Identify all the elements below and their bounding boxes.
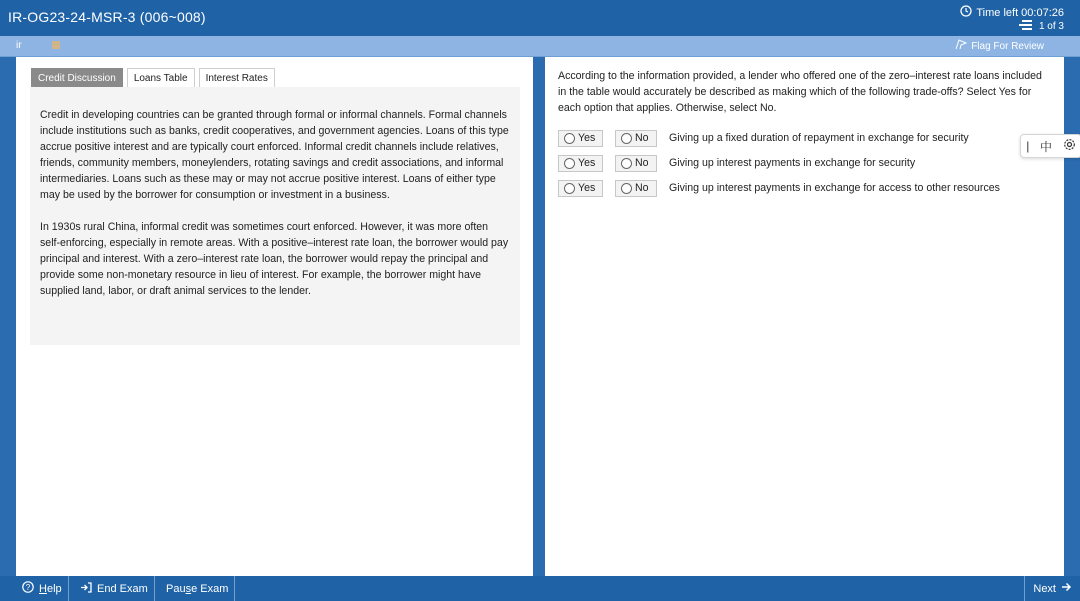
answer-row <box>558 178 1000 198</box>
timer-label: Time left 00:07:26 <box>976 6 1064 19</box>
question-list-icon[interactable] <box>1019 20 1033 33</box>
end-exam-button[interactable] <box>74 576 155 601</box>
passage-paragraph-2: In 1930s rural China, informal credit was sometimes court enforced. However, it was more often self-enforcing, especially in remote areas. With a positive–interest rate loan, the borrower would pay principal and interest. With a zero–interest rate loan, the borrower would repay the principal and provide some non-monetary resource in lieu of interest. For example, the borrower might have supplied land, labor, or draft animal services to the lender. <box>40 221 509 297</box>
next-button[interactable] <box>1024 576 1080 601</box>
sub-toolbar <box>0 36 1080 57</box>
pause-exam-label: Pause Exam <box>166 582 229 595</box>
question-pane <box>545 57 1064 576</box>
ime-handle[interactable]: | <box>1026 139 1030 153</box>
row-1-no-option[interactable]: No <box>615 130 657 147</box>
answer-row <box>558 153 1000 173</box>
marker-icon <box>52 41 60 49</box>
section-label: ir <box>16 40 22 51</box>
arrow-right-icon <box>1061 582 1072 595</box>
row-2-yes-option[interactable]: Yes <box>558 155 603 172</box>
passage-paragraph-1: Credit in developing countries can be granted through formal or informal channels. Formal channels include institutions such as banks, credit cooperatives, and government agencies. Loans of this type accrue positive interest and are typically court enforced. Informal credit channels include relatives, friends, community members, moneylenders, rotating savings and credit associations, and informal intermediaries. Loans such as these may or may not accrue positive interest. Loans of either type may be used by the borrower for consumption or investment in a business. <box>40 109 509 201</box>
yes-no-table <box>558 128 1000 203</box>
row-1-yes-option[interactable]: Yes <box>558 130 603 147</box>
radio-button[interactable] <box>621 133 632 144</box>
settings-gear-icon[interactable] <box>1063 138 1076 154</box>
stimulus-tabs <box>31 68 275 89</box>
flag-icon <box>955 39 967 53</box>
radio-button[interactable] <box>564 183 575 194</box>
svg-text:?: ? <box>25 583 31 592</box>
help-icon <box>22 581 34 596</box>
row-3-no-option[interactable]: No <box>615 180 657 197</box>
flag-for-review-button[interactable] <box>955 39 1044 53</box>
row-3-yes-option[interactable]: Yes <box>558 180 603 197</box>
help-button[interactable] <box>16 576 69 601</box>
ime-toolbar <box>1020 134 1080 158</box>
tab-credit-discussion[interactable]: Credit Discussion <box>31 68 123 89</box>
bottom-bar <box>0 576 1080 601</box>
page-counter <box>1019 20 1064 33</box>
radio-button[interactable] <box>621 183 632 194</box>
radio-button[interactable] <box>564 133 575 144</box>
end-exam-label: End Exam <box>97 582 148 595</box>
title-bar <box>0 0 1080 36</box>
row-2-no-option[interactable]: No <box>615 155 657 172</box>
clock-icon <box>960 5 972 20</box>
flag-label: Flag For Review <box>971 40 1044 52</box>
question-prompt: According to the information provided, a lender who offered one of the zero–interest rate loans included in the table would accurately be described as making which of the following trade-offs? Select Yes for each option that applies. Otherwise, select No. <box>558 70 1042 114</box>
pause-exam-button[interactable] <box>160 576 235 601</box>
answer-row <box>558 128 1000 148</box>
row-1-statement: Giving up a fixed duration of repayment in exchange for security <box>669 132 969 144</box>
stimulus-pane <box>16 57 533 576</box>
help-label: Help <box>39 582 62 595</box>
next-label: Next <box>1033 582 1056 595</box>
timer <box>960 5 1064 20</box>
exam-title: IR-OG23-24-MSR-3 (006~008) <box>8 9 206 25</box>
radio-button[interactable] <box>621 158 632 169</box>
tab-loans-table[interactable]: Loans Table <box>127 68 195 89</box>
row-2-statement: Giving up interest payments in exchange for security <box>669 157 916 169</box>
tab-interest-rates[interactable]: Interest Rates <box>199 68 275 89</box>
exit-icon <box>80 582 92 596</box>
passage <box>30 87 520 345</box>
ime-language-toggle[interactable]: 中 <box>1040 139 1053 154</box>
row-3-statement: Giving up interest payments in exchange for access to other resources <box>669 182 1000 194</box>
radio-button[interactable] <box>564 158 575 169</box>
page-counter-label: 1 of 3 <box>1038 21 1064 32</box>
